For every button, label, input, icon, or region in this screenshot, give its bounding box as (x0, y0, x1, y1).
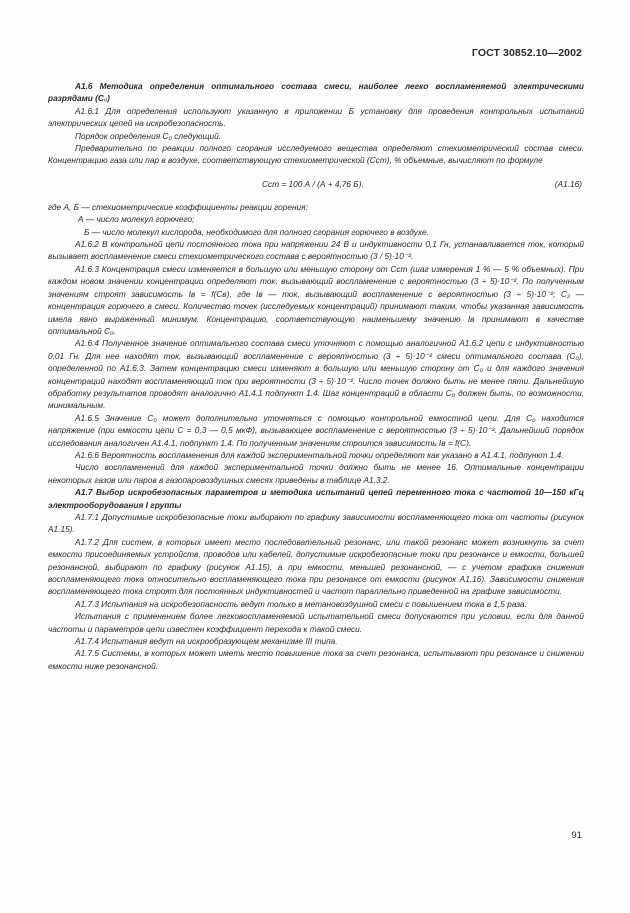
paragraph: A1.6.1 Для определения используют указанную в приложении Б установку для проведения контрольных испытаний электрических цепей на искробезопасность. (48, 105, 584, 129)
document-header: ГОСТ 30852.10—2002 (471, 47, 582, 59)
formula-legend-item: Б — число молекул кислорода, необходимого для полного сгорания горючего в воздухе. (84, 226, 429, 237)
formula-legend-item: А — число молекул горючего; (78, 214, 195, 225)
paragraph: A1.7.4 Испытания ведут на искрообразующем механизме III типа. (75, 636, 338, 647)
paragraph: Предварительно по реакции полного сгорания исследуемого вещества определяют стехиометрический состав смеси. Концентрацию газа или пар в воздухе, соответствующую стехиометрической (Cст), % объемные, вычисляют по формуле (48, 143, 584, 166)
formula-number: (А1.16) (554, 178, 582, 189)
paragraph: A1.6.5 Значение C₀ может дополнительно уточняться с помощью контрольной емкостной цепи. Для C₀ находится напряжение (при емкости цепи С = 0,3 — 0,5 мкФ), вызывающее воспламенение с вероятностью (3 ÷ 5)·10⁻². Дальнейший порядок исследования аналогичен A1.4.1, подпункт 1.4. По полученным значениям строится зависимость Iв = f(C). (48, 412, 584, 448)
paragraph: A1.6.6 Вероятность воспламенения для каждой экспериментальной точки определяют как указано в A1.4.1, подпункт 1.4. (75, 449, 564, 460)
paragraph: A1.6.2 В контрольной цепи постоянного тока при напряжении 24 В и индуктивности 0,1 Гн, устанавливается ток, который вызывает воспламенение смеси стехиометрического состава с вероятностью (3 / 5)·10⁻². (48, 239, 584, 262)
paragraph: Число воспламенений для каждой экспериментальной точки должно быть не менее 16. Оптимальные концентрации некоторых газов или паров в газопаровоздушных смесях приведены в таблице A1.3.2. (48, 462, 584, 485)
paragraph: A1.6.4 Полученное значение оптимального состава смеси уточняют с помощью аналогичной A1.6.2 цепи с индуктивностью 0,01 Гн. Для нее находят ток, вызывающий воспламенение с вероятностью (3 ÷ 5)·10⁻² смеси оптимального состава (C₀), определенной по A1.6.3. Затем концентрацию смеси изменяют в большую или меньшую сторону от C₀ и для каждого значения концентраций находят воспламеняющий ток при вероятности (3 ÷ 5)·10⁻². Число точек должно быть не менее пяти. Дальнейшую обработку результатов проводят аналогично A1.4.1 подпункт 1.4. Шаг концентраций в области C₀ должен быть, по возможности, минимальным. (48, 338, 584, 411)
paragraph: Порядок определения C₀ следующий. (75, 130, 222, 141)
formula-legend: где А, Б — стехиометрические коэффициенты реакции горения: (48, 201, 308, 212)
formula-text: Cст = 100 А / (А + 4,76 Б), (262, 178, 364, 189)
paragraph: A1.7.1 Допустимые искробезопасные токи выбирают по графику зависимости воспламеняющего тока от частоты (рисунок A1.15). (48, 512, 584, 535)
paragraph: A1.7.3 Испытания на искробезопасность ведут только в метановоздушной смеси с повышением тока в 1,5 раза. (75, 598, 527, 609)
page-number: 91 (571, 830, 582, 841)
section-heading-a1-6: A1.6 Методика определения оптимального состава смеси, наиболее легко воспламеняемой электрическими разрядами (C₀) (48, 81, 584, 104)
paragraph: A1.7.5 Системы, в которых может иметь место повышение тока за счет резонанса, испытывают при резонансе и снижении емкости ниже резонансной. (48, 648, 584, 671)
paragraph: Испытания с применением более легковоспламеняемой испытательной смеси допускаются при условии, если для данной частоты и параметров цепи известен коэффициент перехода к такой смеси. (48, 611, 584, 634)
paragraph: A1.7.2 Для систем, в которых имеет место последовательный резонанс, или такой резонанс может возникнуть за счет емкости присоединяемых устройств, проводов или кабелей, допустимые искробезопасные токи при резонансе и емкости, большей резонансной, выбирают по графику (рисунок A1.15), а при емкости, меньшей резонансной, — с учетом графика снижения воспламеняющего тока относительно воспламеняющего тока при резонансе от емкости (рисунок A1.16). Зависимости снижения воспламеняющего тока строят для постоянных индуктивностей и частот параллельно приведенной на графике зависимости. (48, 536, 584, 597)
formula-block (48, 169, 584, 199)
section-heading-a1-7: A1.7 Выбор искробезопасных параметров и методика испытаний цепей переменного тока с частотой 10—150 кГц электрооборудования I группы (48, 487, 584, 510)
document-body (48, 80, 584, 672)
paragraph: A1.6.3 Концентрация смеси изменяется в большую или меньшую сторону от Cст (шаг измерения 1 % — 5 % объемных). При каждом новом значении концентрации определяют ток, вызывающий воспламенение с вероятностью (3 ÷ 5)·10⁻². По полученным значениям строят зависимость Iв = f(Cв), где Iв — ток, вызывающий воспламенение с вероятностью (3 ÷ 5)·10⁻²; C₂ — концентрация горючего в смеси. Количество точек (исследуемых концентраций) принимают таким, чтобы указанная зависимость имела явно выраженный минимум. Концентрацию, соответствующую наименьшему значению Iв принимают в качестве оптимальной C₀. (48, 263, 584, 336)
